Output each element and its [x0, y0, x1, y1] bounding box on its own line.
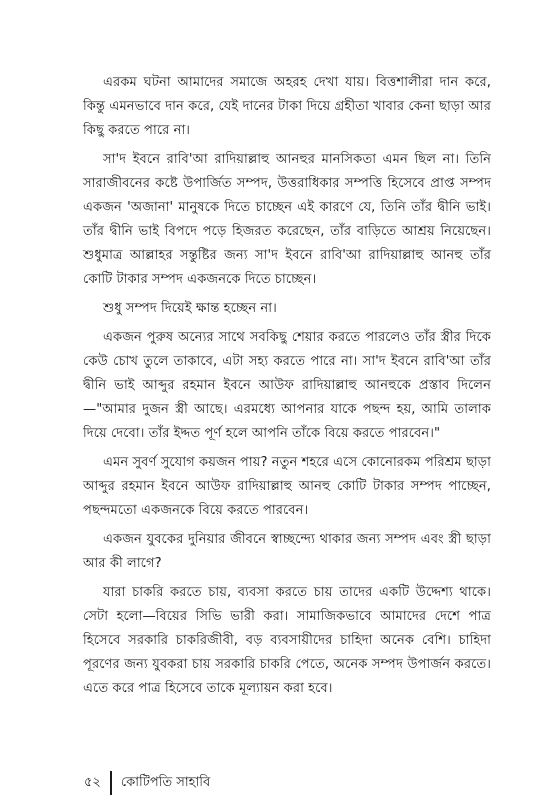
paragraph: এরকম ঘটনা আমাদের সমাজে অহরহ দেখা যায়। বিত্তশালীরা দান করে, কিন্তু এমনভাবে দান করে, যেই দানের টাকা দিয়ে গ্রহীতা খাবার কেনা ছাড়া আর কিছু করতে পারে না। [83, 75, 491, 138]
book-title: কোটিপতি সাহাবি [120, 774, 211, 790]
page-body [83, 71, 491, 706]
footer-divider [110, 771, 112, 795]
paragraph: শুধু সম্পদ দিয়েই ক্ষান্ত হচ্ছেন না। [103, 301, 277, 316]
paragraph: যারা চাকরি করতে চায়, ব্যবসা করতে চায় তাদের একটি উদ্দেশ্য থাকে। সেটা হলো—বিয়ের সিভি ভারী করা। সামাজিকভাবে আমাদের দেশে পাত্র হিসেবে সরকারি চাকরিজীবী, বড় ব্যবসায়ীদের চাহিদা অনেক বেশি। চাহিদা পূরণের জন্য যুবকরা চায় সরকারি চাকরি পেতে, অনেক সম্পদ উপার্জন করতে। এতে করে পাত্র হিসেবে তাকে মূল্যায়ন করা হবে। [83, 585, 491, 696]
page-footer [84, 770, 210, 796]
paragraph: এমন সুবর্ণ সুযোগ কয়জন পায়? নতুন শহরে এসে কোনোরকম পরিশ্রম ছাড়া আব্দুর রহমান ইবনে আউফ রাদিয়াল্লাহু আনহু কোটি টাকার সম্পদ পাচ্ছেন, পছন্দমতো একজনকে বিয়ে করতে পারবেন। [83, 455, 491, 518]
page-number: ৫২ [84, 774, 101, 790]
paragraph: একজন যুবকের দুনিয়ার জীবনে স্বাচ্ছন্দ্যে থাকার জন্য সম্পদ এবং স্ত্রী ছাড়া আর কী লাগে? [83, 532, 491, 571]
paragraph: একজন পুরুষ অন্যের সাথে সবকিছু শেয়ার করতে পারলেও তাঁর স্ত্রীর দিকে কেউ চোখ তুলে তাকাবে, এটা সহ্য করতে পারে না। সা'দ ইবনে রাবি'আ তাঁর দ্বীনি ভাই আব্দুর রহমান ইবনে আউফ রাদিয়াল্লাহু আনহুকে প্রস্তাব দিলেন—"আমার দুজন স্ত্রী আছে। এরমধ্যে আপনার যাকে পছন্দ হয়, আমি তালাক দিয়ে দেবো। তাঁর ইদ্দত পূর্ণ হলে আপনি তাঁকে বিয়ে করতে পারবেন।" [83, 330, 491, 441]
paragraph: সা'দ ইবনে রাবি'আ রাদিয়াল্লাহু আনহুর মানসিকতা এমন ছিল না। তিনি সারাজীবনের কষ্টে উপার্জিত সম্পদ, উত্তরাধিকার সম্পত্তি হিসেবে প্রাপ্ত সম্পদ একজন 'অজানা' মানুষকে দিতে চাচ্ছেন এই কারণে যে, তিনি তাঁর দ্বীনি ভাই। তাঁর দ্বীনি ভাই বিপদে পড়ে হিজরত করেছেন, তাঁর বাড়িতে আশ্রয় নিয়েছেন। শুধুমাত্র আল্লাহর সন্তুষ্টির জন্য সা'দ ইবনে রাবি'আ রাদিয়াল্লাহু আনহু তাঁর কোটি টাকার সম্পদ একজনকে দিতে চাচ্ছেন। [83, 152, 491, 287]
